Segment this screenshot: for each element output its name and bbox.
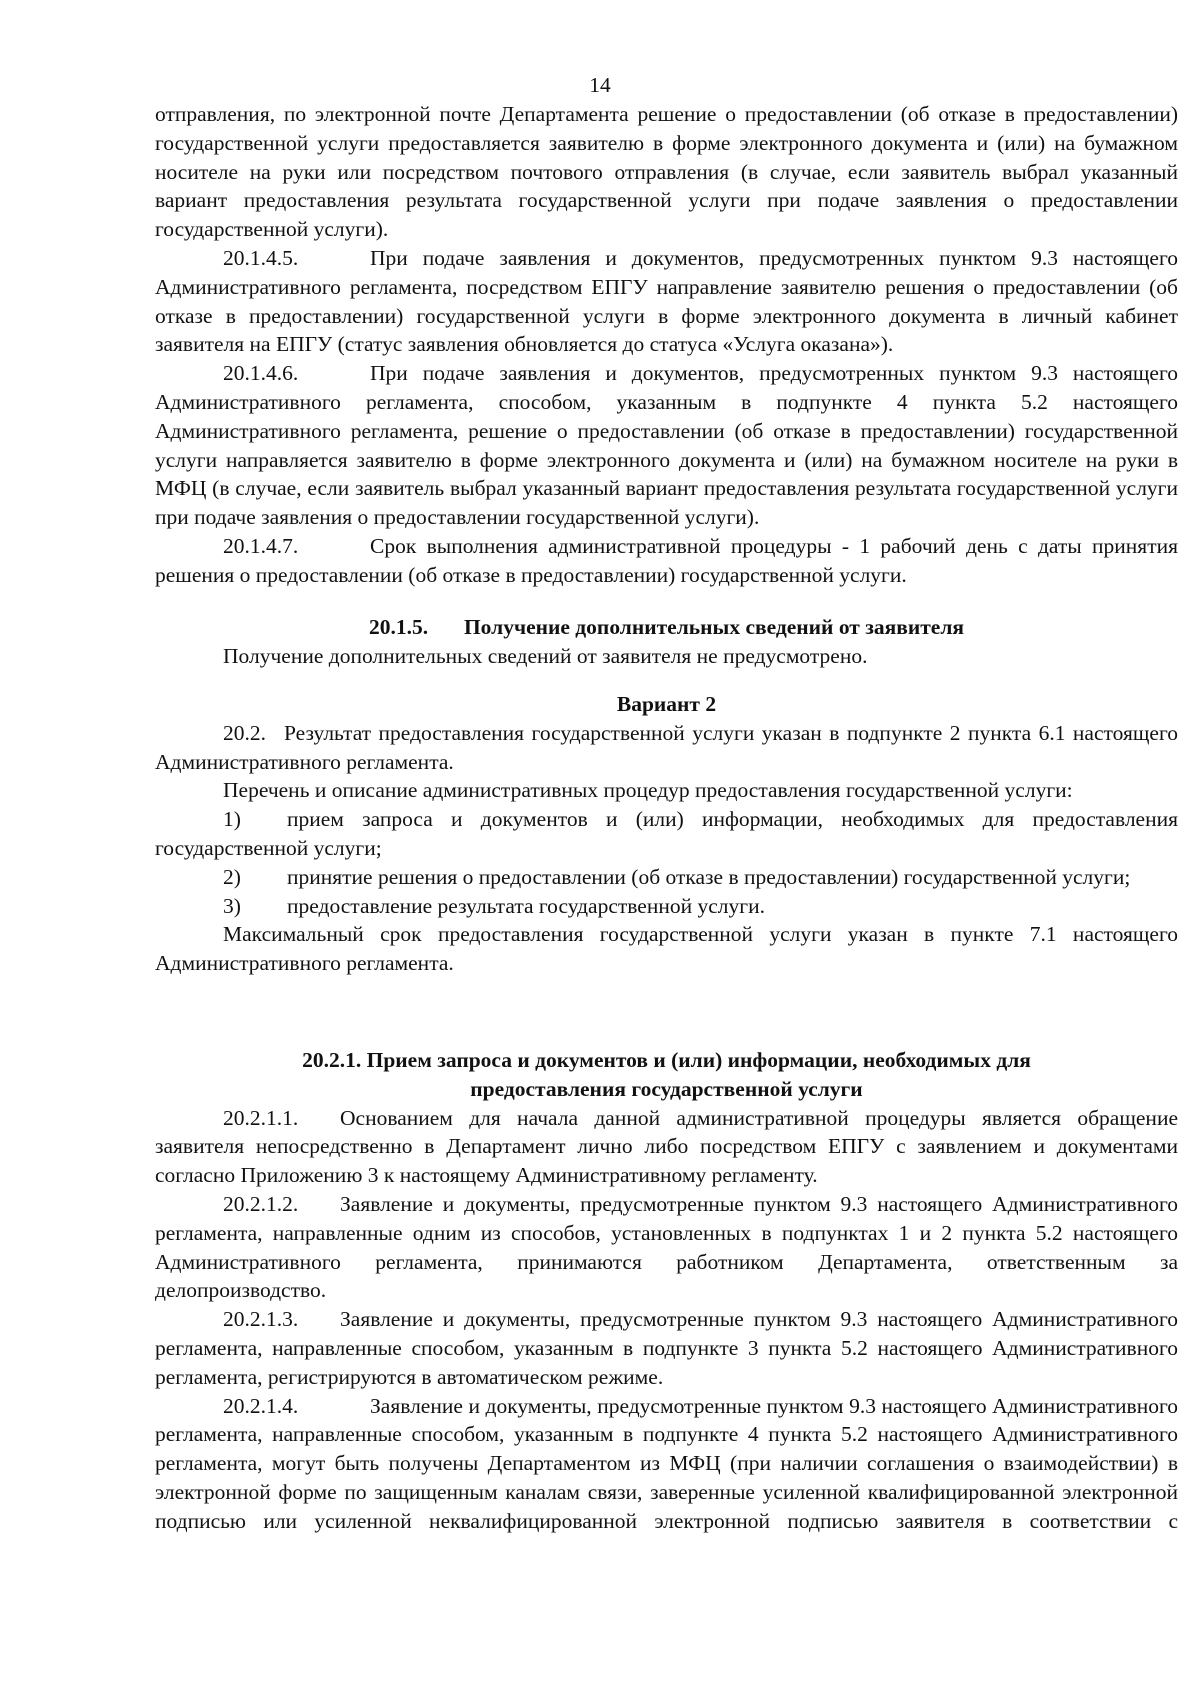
clause-text: Результат предоставления государственной услуги указан в подпункте 2 пункта 6.1 настоящего Административного регламента. bbox=[155, 720, 1178, 774]
clause-number: 20.1.4.6. bbox=[223, 361, 299, 386]
section-20-1-4-continuation bbox=[155, 100, 1178, 590]
paragraph-20-2-1-2 bbox=[155, 1190, 1178, 1305]
clause-number: 20.2.1.3. bbox=[223, 1307, 299, 1332]
list-item bbox=[155, 892, 1178, 921]
section-number: 20.1.5. bbox=[368, 615, 429, 639]
clause-text: При подаче заявления и документов, предусмотренных пунктом 9.3 настоящего Административного регламента, способом, указанным в подпункте 4 пункта 5.2 настоящего Административного регламента, решение о предоставлении (об отказе в предоставлении) государственной услуги направляется заявителю в форме электронного документа и (или) на бумажном носителе на руки в МФЦ (в случае, если заявитель выбрал указанный вариант предоставления результата государственной услуги при подаче заявления о предоставлении государственной услуги). bbox=[155, 361, 1178, 530]
section-20-2-1 bbox=[155, 1046, 1178, 1536]
clause-text: Заявление и документы, предусмотренные пунктом 9.3 настоящего Административного регламента, направленные одним из способов, установленных в подпунктах 1 и 2 пункта 5.2 настоящего Административного регламента, принимаются работником Департамента, ответственным за делопроизводство. bbox=[155, 1191, 1178, 1303]
paragraph-20-1-4-6 bbox=[155, 359, 1178, 532]
clause-number: 20.2.1.2. bbox=[223, 1191, 299, 1216]
paragraph-procedures-list-intro: Перечень и описание административных процедур предоставления государственной услуги: bbox=[223, 778, 1073, 803]
list-item-text: предоставление результата государственной услуги. bbox=[287, 893, 765, 918]
list-item-number: 1) bbox=[223, 807, 241, 832]
page-number: 14 bbox=[589, 73, 611, 97]
paragraph-20-1-4-7 bbox=[155, 532, 1178, 590]
section-title: Получение дополнительных сведений от заявителя bbox=[463, 615, 965, 639]
paragraph-max-term: Максимальный срок предоставления государственной услуги указан в пункте 7.1 настоящего Административного регламента. bbox=[155, 922, 1178, 976]
paragraph-continuation: отправления, по электронной почте Департамента решение о предоставлении (об отказе в предоставлении) государственной услуги предоставляется заявителю в форме электронного документа и (или) на бумажном носителе на руки или посредством почтового отправления (в случае, если заявитель выбрал указанный вариант предоставления результата государственной услуги при подаче заявления о предоставлении государственной услуги). bbox=[155, 102, 1178, 242]
clause-number: 20.2.1.1. bbox=[223, 1105, 299, 1130]
clause-number: 20.2. bbox=[223, 720, 266, 745]
paragraph-20-2 bbox=[155, 719, 1178, 777]
section-text: Получение дополнительных сведений от заявителя не предусмотрено. bbox=[223, 643, 868, 668]
list-item bbox=[155, 805, 1178, 863]
section-heading-line-2: предоставления государственной услуги bbox=[470, 1076, 863, 1101]
list-item-text: прием запроса и документов и (или) информации, необходимых для предоставления государственной услуги; bbox=[155, 807, 1178, 860]
paragraph-20-1-4-5 bbox=[155, 244, 1178, 359]
list-item-number: 3) bbox=[223, 893, 241, 918]
clause-number: 20.1.4.5. bbox=[223, 245, 299, 270]
paragraph-20-2-1-4 bbox=[155, 1392, 1178, 1536]
list-item-text: принятие решения о предоставлении (об отказе в предоставлении) государственной услуги; bbox=[287, 864, 1131, 889]
section-heading bbox=[155, 613, 1178, 642]
variant-2 bbox=[155, 690, 1178, 978]
clause-text: Основанием для начала данной административной процедуры является обращение заявителя непосредственно в Департамент лично либо посредством ЕПГУ с заявлением и документами согласно Приложению 3 к настоящему Административному регламенту. bbox=[155, 1105, 1178, 1188]
clause-text: При подаче заявления и документов, предусмотренных пунктом 9.3 настоящего Административного регламента, посредством ЕПГУ направление заявителю решения о предоставлении (об отказе в предоставлении) государственной услуги в форме электронного документа в личный кабинет заявителя на ЕПГУ (статус заявления обновляется до статуса «Услуга оказана»). bbox=[155, 245, 1178, 357]
clause-text: Заявление и документы, предусмотренные пунктом 9.3 настоящего Административного регламента, направленные способом, указанным в подпункте 4 пункта 5.2 настоящего Административного регламента, могут быть получены Департаментом из МФЦ (при наличии соглашения о взаимодействии) в электронной форме по защищенным каналам связи, заверенные усиленной квалифицированной электронной подписью или усиленной неквалифицированной электронной подписью заявителя в соответствии с bbox=[155, 1393, 1178, 1533]
list-item-number: 2) bbox=[223, 864, 241, 889]
list-item bbox=[155, 863, 1178, 892]
paragraph-20-2-1-3 bbox=[155, 1305, 1178, 1391]
clause-text: Заявление и документы, предусмотренные пунктом 9.3 настоящего Административного регламента, направленные способом, указанным в подпункте 3 пункта 5.2 настоящего Административного регламента, регистрируются в автоматическом режиме. bbox=[155, 1307, 1178, 1389]
variant-title: Вариант 2 bbox=[616, 692, 717, 716]
clause-text: Срок выполнения административной процедуры - 1 рабочий день с даты принятия решения о предоставлении (об отказе в предоставлении) государственной услуги. bbox=[155, 533, 1178, 587]
section-heading-line-1: 20.2.1. Прием запроса и документов и (или) информации, необходимых для bbox=[302, 1048, 1031, 1072]
paragraph-20-2-1-1 bbox=[155, 1104, 1178, 1190]
clause-number: 20.2.1.4. bbox=[223, 1393, 299, 1418]
section-20-1-5 bbox=[155, 613, 1178, 671]
clause-number: 20.1.4.7. bbox=[223, 533, 299, 558]
